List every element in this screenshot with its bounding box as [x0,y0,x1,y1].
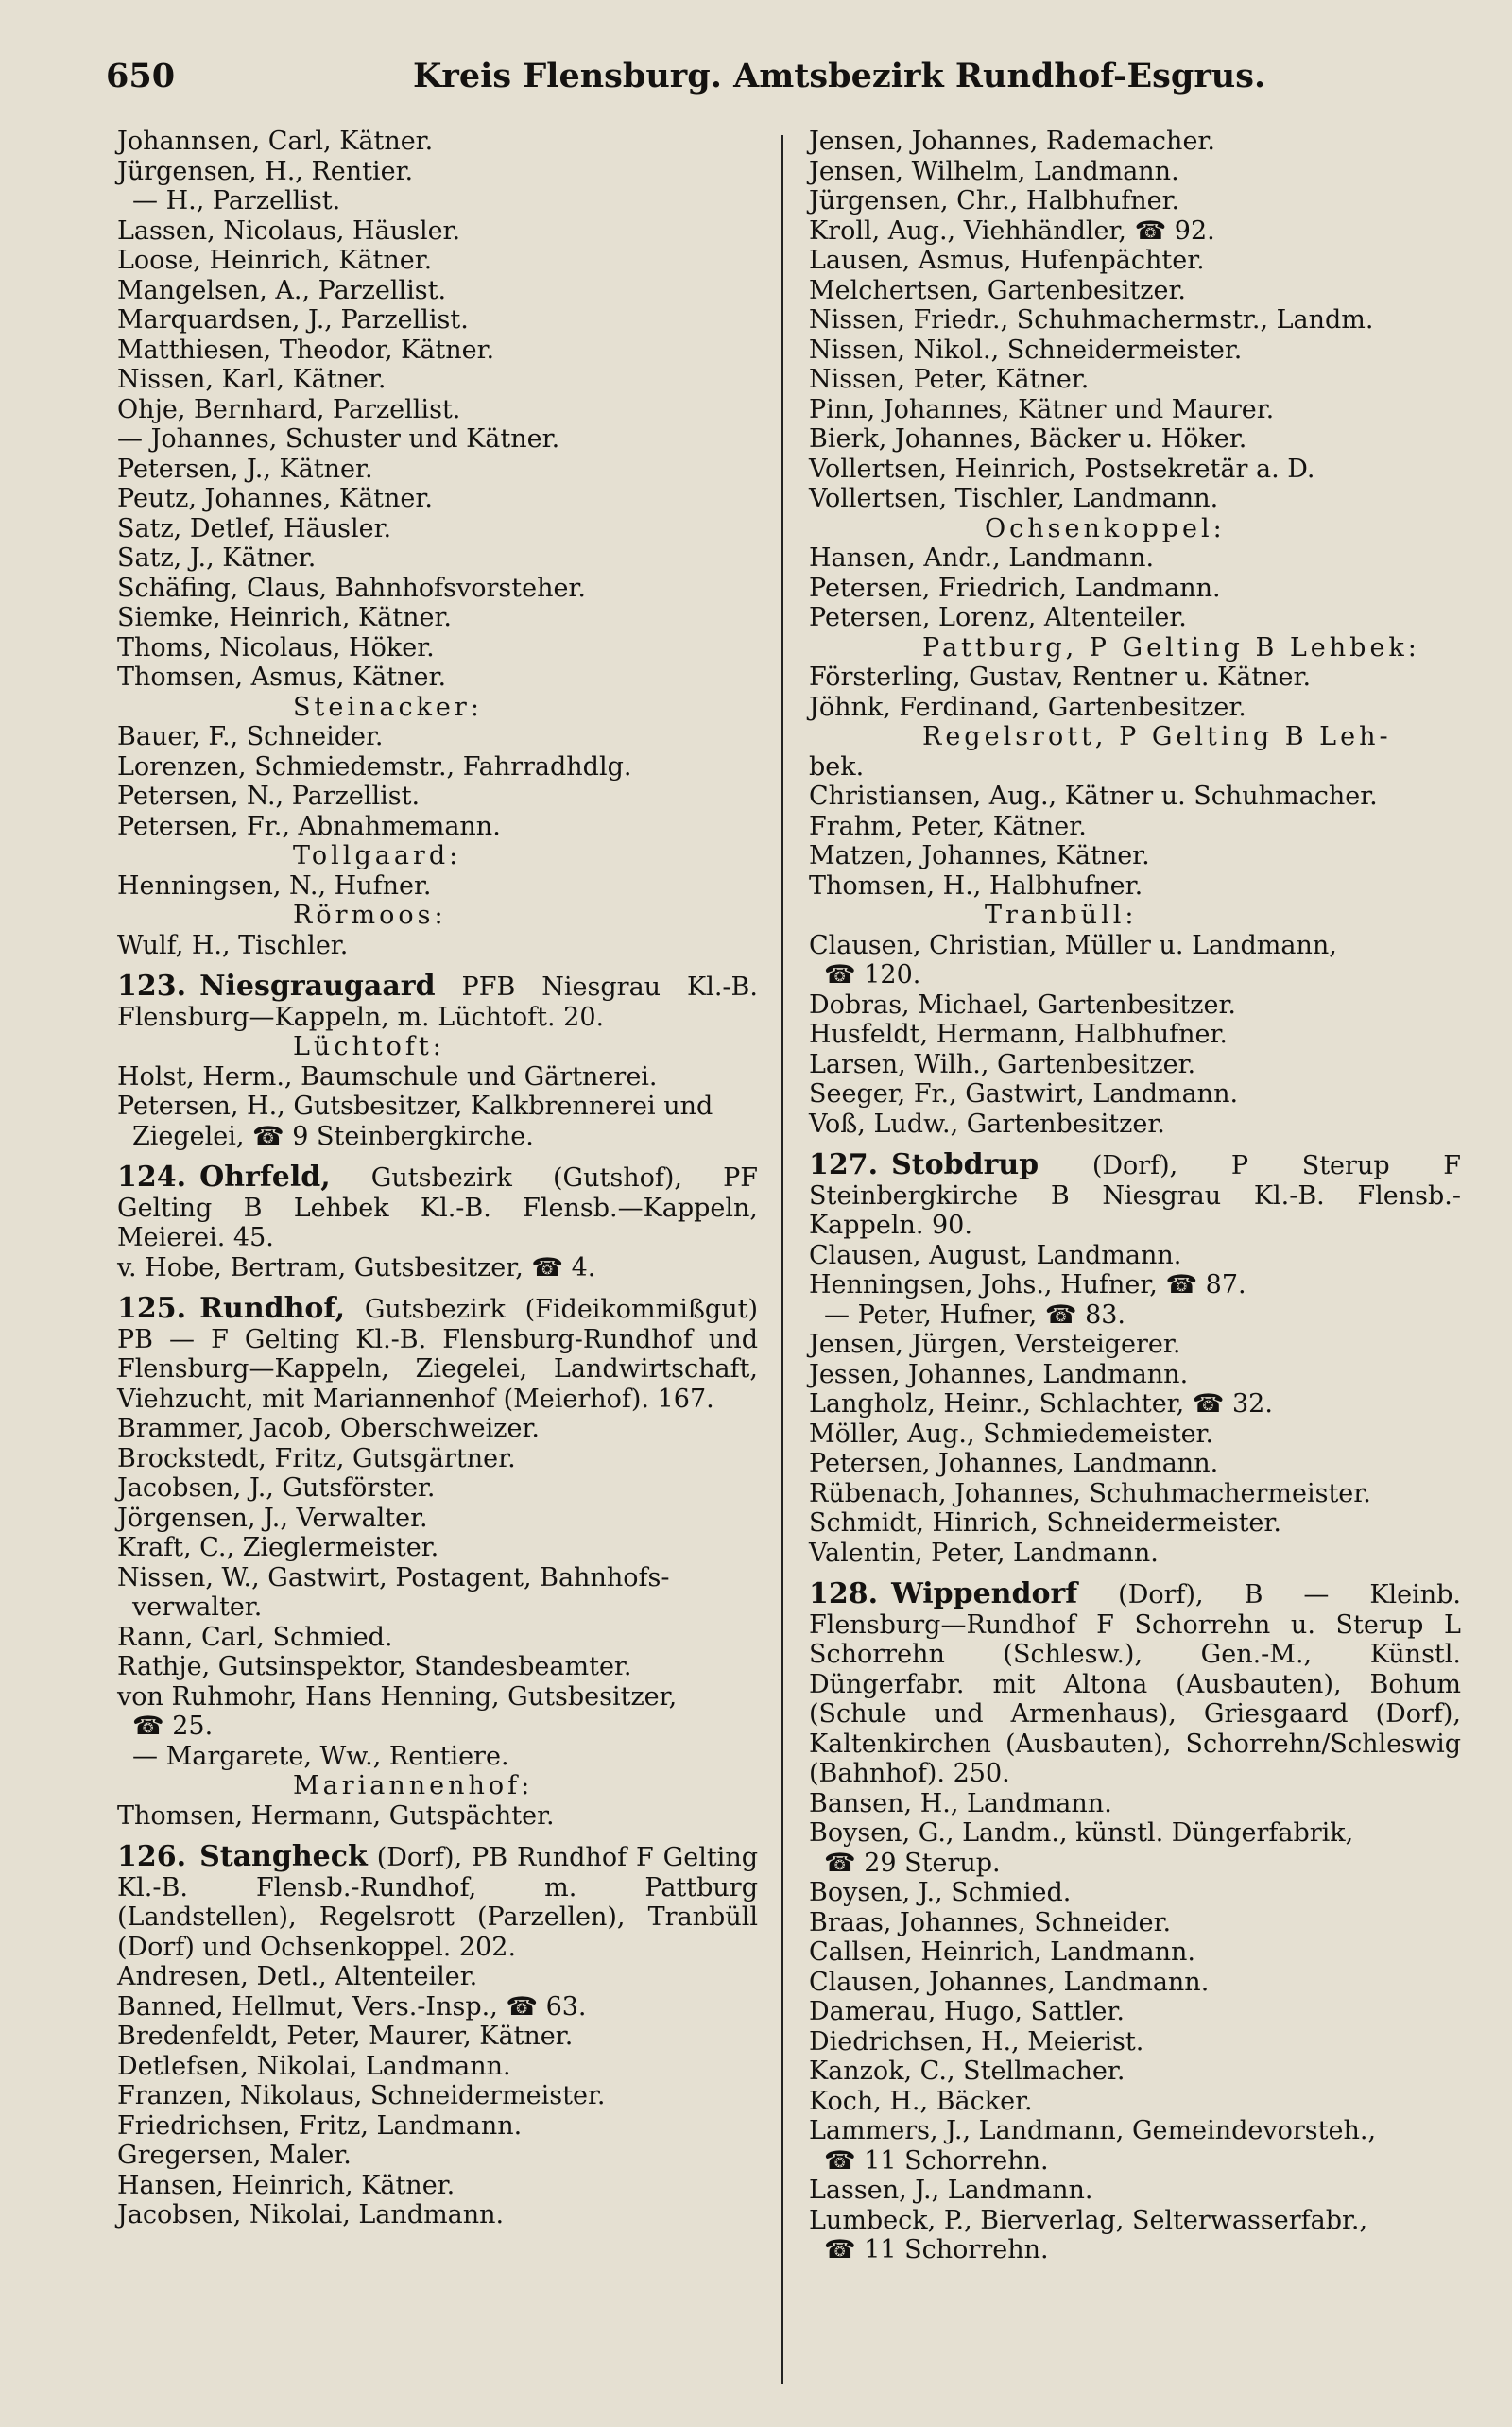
locality-heading: Mariannenhof: [293,1771,534,1800]
list-item: Johannsen, Carl, Kätner. [117,127,434,156]
list-item: Schmidt, Hinrich, Schneidermeister. [809,1508,1281,1538]
list-item: Rann, Carl, Schmied. [117,1622,393,1652]
list-item: Loose, Heinrich, Kätner. [117,246,433,275]
entry-number: 124. [117,1161,187,1194]
place-name: Niesgraugaard [199,970,436,1003]
list-item: Frahm, Peter, Kätner. [809,811,1087,841]
list-item: Nissen, Nikol., Schneidermeister. [809,335,1243,365]
list-item: v. Hobe, Bertram, Gutsbesitzer, ☎ 4. [117,1252,596,1282]
list-item: Voß, Ludw., Gartenbesitzer. [809,1109,1165,1139]
list-item: ☎ 25. [132,1712,214,1741]
entry-124-heading [117,1162,758,1253]
running-title: Kreis Flensburg. Amtsbezirk Rundhof-Esgrus. [413,57,1266,95]
list-item: Jessen, Johannes, Landmann. [809,1359,1189,1389]
list-item: Peutz, Johannes, Kätner. [117,484,433,513]
list-item: Thomsen, H., Halbhufner. [809,870,1143,901]
list-item: — Peter, Hufner, ☎ 83. [824,1300,1126,1330]
list-item: Satz, J., Kätner. [117,543,317,573]
list-item: Kraft, C., Zieglermeister. [117,1533,439,1562]
list-item: Lassen, J., Landmann. [809,2176,1093,2205]
list-item: Bierk, Johannes, Bäcker u. Höker. [809,424,1247,454]
entry-number: 126. [117,1840,187,1873]
entry-128-heading [809,1579,1461,1789]
list-item: Kroll, Aug., Viehhändler, ☎ 92. [809,215,1215,246]
entry-125-heading [117,1294,758,1414]
list-item: ☎ 11 Schorrehn. [824,2145,1049,2176]
list-item: Clausen, August, Landmann. [809,1240,1182,1270]
left-column [117,127,758,2230]
list-item: Clausen, Johannes, Landmann. [809,1967,1210,1997]
place-description: PFB Niesgrau Kl.-B. Flensburg—Kappeln, m. Lüchtoft. 20. [117,973,758,1032]
locality-heading: Rörmoos: [293,901,447,930]
list-item: ☎ 29 Sterup. [824,1848,1001,1878]
list-item: Franzen, Nikolaus, Schneidermeister. [117,2081,606,2110]
list-item: Husfeldt, Hermann, Halbhufner. [809,1020,1228,1049]
list-item: Diedrichsen, H., Meierist. [809,2026,1144,2057]
list-item: Mangelsen, A., Parzellist. [117,275,447,305]
list-item: Thomsen, Asmus, Kätner. [117,663,447,692]
list-item: Petersen, Friedrich, Landmann. [809,573,1221,603]
entry-number: 123. [117,970,187,1003]
list-item: Nissen, Friedr., Schuhmachermstr., Landm. [809,305,1374,335]
list-item: Lausen, Asmus, Hufenpächter. [809,246,1205,275]
locality-heading: Ochsenkoppel: [985,513,1226,543]
list-item: Seeger, Fr., Gastwirt, Landmann. [809,1079,1239,1109]
list-item: Andresen, Detl., Altenteiler. [117,1962,478,1991]
list-item: Lumbeck, P., Bierverlag, Selterwasserfabr., [809,2205,1368,2235]
list-item: Jensen, Johannes, Rademacher. [809,127,1215,156]
place-name: Stangheck [199,1840,368,1873]
list-item: Hansen, Heinrich, Kätner. [117,2170,455,2200]
list-item: Larsen, Wilh., Gartenbesitzer. [809,1049,1196,1079]
column-divider [781,135,783,2384]
list-item: Marquardsen, J., Parzellist. [117,305,469,335]
locality-heading: Regelsrott, P Gelting B Leh- [922,722,1392,751]
list-item: bek. [809,751,865,782]
list-item: Boysen, G., Landm., künstl. Düngerfabrik, [809,1818,1354,1848]
place-description: (Dorf), PB Rundhof F Gelting Kl.-B. Flensb.-Rundhof, m. Pattburg (Landstellen), Regelsrott (Parzellen), Tranbüll (Dorf) und Ochsenkoppel. 202. [117,1843,758,1962]
list-item: ☎ 120. [824,960,921,990]
list-item: Lorenzen, Schmiedemstr., Fahrradhdlg. [117,751,632,782]
list-item: Friedrichsen, Fritz, Landmann. [117,2110,523,2141]
list-item: Bauer, F., Schneider. [117,722,384,751]
list-item: Petersen, J., Kätner. [117,454,373,484]
locality-heading: Pattburg, P Gelting B Lehbek: [922,632,1420,663]
list-item: Henningsen, Johs., Hufner, ☎ 87. [809,1270,1246,1300]
list-item: Schäfing, Claus, Bahnhofsvorsteher. [117,573,586,603]
locality-heading: Tollgaard: [293,841,462,870]
list-item: Möller, Aug., Schmiedemeister. [809,1419,1214,1449]
list-item: Bredenfeldt, Peter, Maurer, Kätner. [117,2022,574,2051]
list-item: Clausen, Christian, Müller u. Landmann, [809,930,1337,960]
list-item: Gregersen, Maler. [117,2141,352,2170]
list-item: Jörgensen, J., Verwalter. [117,1503,428,1533]
list-item: Petersen, Lorenz, Altenteiler. [809,603,1187,632]
list-item: Damerau, Hugo, Sattler. [809,1997,1125,2026]
list-item: Jacobsen, J., Gutsförster. [117,1473,436,1503]
list-item: Christiansen, Aug., Kätner u. Schuhmacher. [809,782,1378,811]
list-item: Jöhnk, Ferdinand, Gartenbesitzer. [809,692,1246,722]
list-item: Vollertsen, Tischler, Landmann. [809,484,1219,513]
list-item: Thoms, Nicolaus, Höker. [117,632,435,663]
list-item: Thomsen, Hermann, Gutspächter. [117,1800,555,1831]
list-item: Bansen, H., Landmann. [809,1788,1112,1818]
place-description: (Dorf), B — Kleinb. Flensburg—Rundhof F Schorrehn u. Sterup L Schorrehn (Schlesw.), Gen.-M., Künstl. Düngerfabr. mit Altona (Ausbauten), Bohum (Schule und Armenhaus), Griesgaard (Dorf), Kaltenkirchen (Ausbauten), Schorrehn/Schleswig (Bahnhof). 250. [809,1580,1461,1788]
list-item: Nissen, W., Gastwirt, Postagent, Bahnhofs- [117,1562,670,1592]
entry-123-heading [117,972,758,1032]
list-item: Brockstedt, Fritz, Gutsgärtner. [117,1443,516,1473]
place-name: Rundhof, [199,1292,346,1325]
list-item: Matthiesen, Theodor, Kätner. [117,335,495,365]
list-item: Matzen, Johannes, Kätner. [809,841,1150,870]
place-description: (Dorf), P Sterup F Steinbergkirche B Niesgrau Kl.-B. Flensb.-Kappeln. 90. [809,1151,1461,1240]
list-item: Henningsen, N., Hufner. [117,870,432,901]
list-item: Braas, Johannes, Schneider. [809,1907,1172,1937]
list-item: Siemke, Heinrich, Kätner. [117,603,452,632]
place-name: Wippendorf [891,1577,1078,1610]
entry-number: 125. [117,1292,187,1325]
list-item: Wulf, H., Tischler. [117,930,349,960]
list-item: Jensen, Jürgen, Versteigerer. [809,1330,1181,1359]
list-item: Holst, Herm., Baumschule und Gärtnerei. [117,1061,658,1092]
list-item: Callsen, Heinrich, Landmann. [809,1937,1195,1967]
page-number: 650 [106,57,176,95]
list-item: verwalter. [132,1592,263,1622]
entry-126-heading [117,1842,758,1962]
list-item: Jürgensen, Chr., Halbhufner. [809,186,1180,215]
list-item: Koch, H., Bäcker. [809,2086,1033,2116]
list-item: Ziegelei, ☎ 9 Steinbergkirche. [132,1121,534,1151]
entry-number: 128. [809,1577,879,1610]
list-item: Detlefsen, Nikolai, Landmann. [117,2051,511,2081]
place-name: Ohrfeld, [199,1161,331,1194]
list-item: — Margarete, Ww., Rentiere. [132,1741,509,1771]
place-description: Gutsbezirk (Fideikommißgut) PB — F Gelting Kl.-B. Flensburg-Rundhof und Flensburg—Kappeln, Ziegelei, Landwirtschaft, Viehzucht, mit Mariannenhof (Meierhof). 167. [117,1295,758,1414]
list-item: Ohje, Bernhard, Parzellist. [117,394,461,424]
list-item: Försterling, Gustav, Rentner u. Kätner. [809,663,1312,692]
list-item: Hansen, Andr., Landmann. [809,543,1155,573]
list-item: Kanzok, C., Stellmacher. [809,2057,1125,2086]
list-item: ☎ 11 Schorrehn. [824,2235,1049,2264]
list-item: Petersen, N., Parzellist. [117,782,421,811]
locality-heading: Tranbüll: [985,901,1138,930]
list-item: — H., Parzellist. [132,186,341,215]
entry-number: 127. [809,1148,879,1181]
list-item: Rübenach, Johannes, Schuhmachermeister. [809,1478,1371,1508]
list-item: von Ruhmohr, Hans Henning, Gutsbesitzer, [117,1681,678,1712]
list-item: Jacobsen, Nikolai, Landmann. [117,2200,505,2229]
list-item: Nissen, Karl, Kätner. [117,365,387,394]
list-item: Valentin, Peter, Landmann. [809,1538,1159,1568]
entry-127-heading [809,1150,1461,1241]
list-item: Langholz, Heinr., Schlachter, ☎ 32. [809,1389,1273,1419]
list-item: Jürgensen, H., Rentier. [117,156,414,186]
list-item: Melchertsen, Gartenbesitzer. [809,275,1187,305]
place-description: Gutsbezirk (Gutshof), PF Gelting B Lehbek Kl.-B. Flensb.—Kappeln, Meierei. 45. [117,1163,758,1252]
locality-heading: Lüchtoft: [293,1032,445,1061]
list-item: Petersen, H., Gutsbesitzer, Kalkbrennerei und [117,1092,713,1121]
list-item: Petersen, Fr., Abnahmemann. [117,811,501,841]
page-header [106,47,1467,113]
list-item: Brammer, Jacob, Oberschweizer. [117,1414,541,1443]
list-item: Jensen, Wilhelm, Landmann. [809,156,1179,186]
list-item: Lassen, Nicolaus, Häusler. [117,215,461,246]
place-name: Stobdrup [891,1148,1040,1181]
list-item: Petersen, Johannes, Landmann. [809,1449,1219,1478]
list-item: Boysen, J., Schmied. [809,1878,1072,1907]
list-item: Satz, Detlef, Häusler. [117,513,392,543]
list-item: Lammers, J., Landmann, Gemeindevorsteh., [809,2116,1377,2145]
list-item: Pinn, Johannes, Kätner und Maurer. [809,394,1275,424]
right-column [809,127,1461,2265]
list-item: — Johannes, Schuster und Kätner. [117,424,560,454]
list-item: Vollertsen, Heinrich, Postsekretär a. D. [809,454,1315,484]
list-item: Banned, Hellmut, Vers.-Insp., ☎ 63. [117,1991,587,2022]
locality-heading: Steinacker: [293,692,483,722]
list-item: Dobras, Michael, Gartenbesitzer. [809,990,1236,1020]
list-item: Nissen, Peter, Kätner. [809,365,1090,394]
list-item: Rathje, Gutsinspektor, Standesbeamter. [117,1652,632,1681]
